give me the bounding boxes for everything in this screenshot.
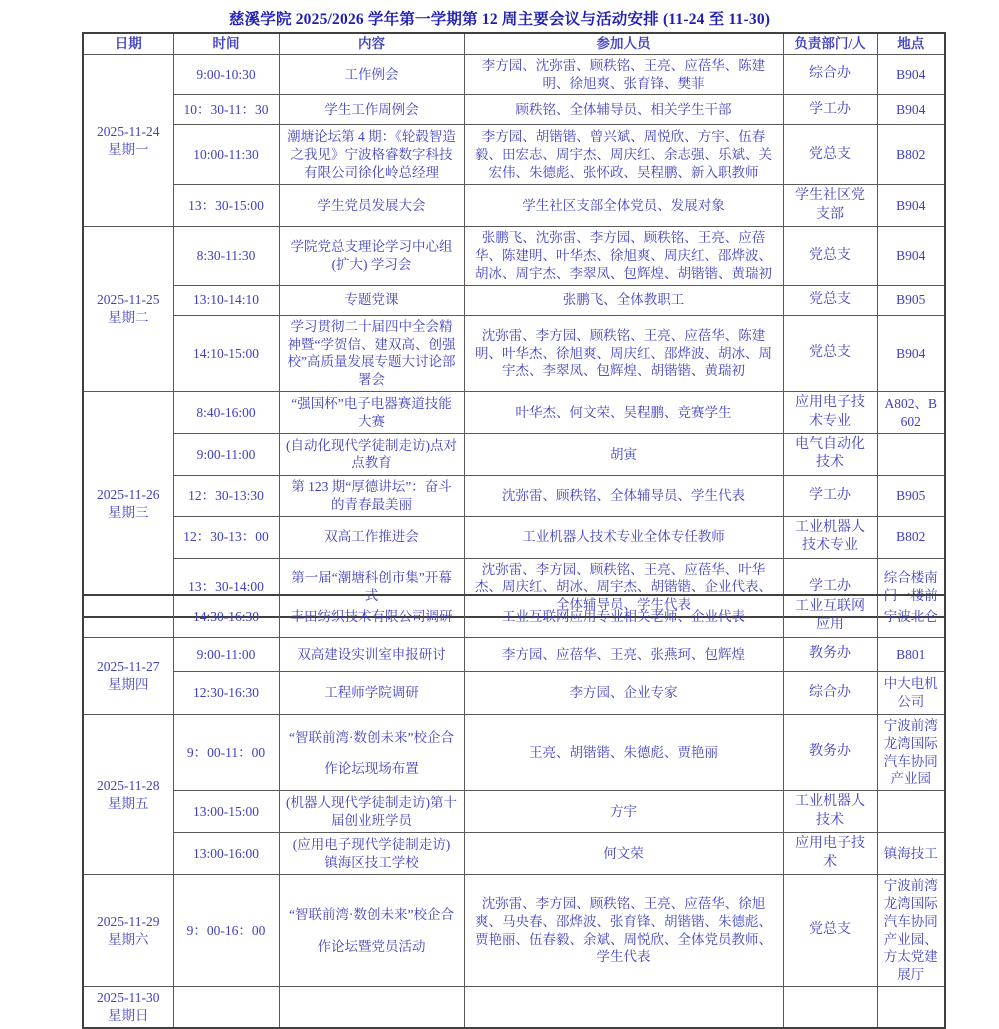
table-row xyxy=(83,434,945,476)
location-cell: B905 xyxy=(877,285,945,315)
department-cell: 电气自动化技术 xyxy=(783,434,877,476)
location-cell: 宁波前湾龙湾国际汽车协同产业园、方太党建展厅 xyxy=(877,875,945,987)
date-text: 2025-11-27 xyxy=(97,659,160,675)
content-cell: 工程师学院调研 xyxy=(279,671,464,714)
table-row xyxy=(83,315,945,391)
content-cell: 工作例会 xyxy=(279,54,464,95)
location-cell: B802 xyxy=(877,125,945,185)
participants-cell: 王亮、胡锴锴、朱德彪、贾艳丽 xyxy=(464,714,783,790)
department-cell xyxy=(783,986,877,1027)
table-row xyxy=(83,516,945,558)
department-cell: 党总支 xyxy=(783,125,877,185)
location-cell: B801 xyxy=(877,637,945,671)
date-cell xyxy=(83,392,173,617)
participants-cell: 张鹏飞、全体教职工 xyxy=(464,285,783,315)
weekday-text: 星期二 xyxy=(108,310,149,326)
weekday-text: 星期日 xyxy=(108,1007,149,1023)
location-cell: B904 xyxy=(877,227,945,285)
participants-cell: 沈弥雷、李方园、顾秩铭、王亮、应蓓华、叶华杰、周庆红、胡冰、周宇杰、胡锴锴、企业代表、全体辅导员、学生代表 xyxy=(464,558,783,617)
location-cell: B904 xyxy=(877,315,945,391)
date-text: 2025-11-26 xyxy=(97,487,160,503)
table-row xyxy=(83,986,945,1027)
time-cell: 9：00-11：00 xyxy=(173,714,279,790)
date-cell xyxy=(83,714,173,874)
content-cell: (应用电子现代学徒制走访) 镇海区技工学校 xyxy=(279,833,464,875)
department-cell: 工业互联网应用 xyxy=(783,595,877,637)
department-cell: 学工办 xyxy=(783,475,877,516)
department-cell: 学工办 xyxy=(783,95,877,125)
weekday-text: 星期五 xyxy=(108,795,149,811)
date-text: 2025-11-30 xyxy=(97,989,160,1005)
time-cell xyxy=(173,986,279,1027)
participants-cell: 沈弥雷、李方园、顾秩铭、王亮、应蓓华、徐旭爽、马央春、邵烨波、张育锋、胡锴锴、朱德彪、贾艳丽、伍春毅、余斌、周悦欣、全体党员教师、学生代表 xyxy=(464,875,783,987)
content-cell: 潮塘论坛第 4 期：《轮毂智造之我见》宁波格睿数字科技有限公司徐化岭总经理 xyxy=(279,125,464,185)
table-row xyxy=(83,791,945,833)
weekday-text: 星期一 xyxy=(108,141,149,157)
participants-cell: 方宇 xyxy=(464,791,783,833)
department-cell: 综合办 xyxy=(783,54,877,95)
table-row xyxy=(83,227,945,285)
weekday-text: 星期三 xyxy=(108,505,149,520)
participants-cell: 沈弥雷、顾秩铭、全体辅导员、学生代表 xyxy=(464,475,783,516)
time-cell: 12：30-13：00 xyxy=(173,516,279,558)
location-cell xyxy=(877,434,945,476)
location-cell: 宁波前湾龙湾国际汽车协同产业园 xyxy=(877,714,945,790)
content-cell: 学生党员发展大会 xyxy=(279,185,464,227)
table-row xyxy=(83,637,945,671)
time-cell: 13：30-15:00 xyxy=(173,185,279,227)
table-row xyxy=(83,185,945,227)
weekday-text: 星期六 xyxy=(108,931,149,947)
participants-cell: 何文荣 xyxy=(464,833,783,875)
content-cell: 丰田纺织技术有限公司调研 xyxy=(279,595,464,637)
location-cell: 中大电机公司 xyxy=(877,671,945,714)
participants-cell: 胡寅 xyxy=(464,434,783,476)
location-cell: B905 xyxy=(877,475,945,516)
location-cell: 综合楼南门一楼前 xyxy=(877,558,945,617)
department-cell: 应用电子技术专业 xyxy=(783,392,877,434)
table-row xyxy=(83,875,945,987)
column-header-3: 参加人员 xyxy=(464,33,783,54)
participants-cell: 学生社区支部全体党员、发展对象 xyxy=(464,185,783,227)
participants-cell: 李方园、应蓓华、王亮、张燕珂、包辉煌 xyxy=(464,637,783,671)
department-cell: 学工办 xyxy=(783,558,877,617)
time-cell: 10:00-11:30 xyxy=(173,125,279,185)
content-cell: “强国杯”电子电器赛道技能大赛 xyxy=(279,392,464,434)
department-cell: 应用电子技术 xyxy=(783,833,877,875)
date-cell xyxy=(83,54,173,227)
column-header-0: 日期 xyxy=(83,33,173,54)
participants-cell: 李方园、沈弥雷、顾秩铭、王亮、应蓓华、陈建明、徐旭爽、张育锋、樊菲 xyxy=(464,54,783,95)
table-row xyxy=(83,671,945,714)
content-cell: 双高工作推进会 xyxy=(279,516,464,558)
participants-cell: 李方园、企业专家 xyxy=(464,671,783,714)
column-header-5: 地点 xyxy=(877,33,945,54)
location-cell xyxy=(877,791,945,833)
table-row xyxy=(83,475,945,516)
department-cell: 教务办 xyxy=(783,714,877,790)
participants-cell: 顾秩铭、全体辅导员、相关学生干部 xyxy=(464,95,783,125)
column-header-1: 时间 xyxy=(173,33,279,54)
table-row xyxy=(83,714,945,790)
location-cell: B904 xyxy=(877,185,945,227)
time-cell: 12:30-16:30 xyxy=(173,671,279,714)
location-cell xyxy=(877,986,945,1027)
participants-cell: 工业机器人技术专业全体专任教师 xyxy=(464,516,783,558)
time-cell: 14:30-16:30 xyxy=(173,595,279,637)
content-cell: 第 123 期“厚德讲坛”：奋斗的青春最美丽 xyxy=(279,475,464,516)
department-cell: 综合办 xyxy=(783,671,877,714)
participants-cell: 张鹏飞、沈弥雷、李方园、顾秩铭、王亮、应蓓华、陈建明、叶华杰、徐旭爽、周庆红、邵烨波、胡冰、周宇杰、李翠凤、包辉煌、胡锴锴、黄瑞初 xyxy=(464,227,783,285)
time-cell: 13:00-16:00 xyxy=(173,833,279,875)
department-cell: 党总支 xyxy=(783,875,877,987)
content-cell: (机器人现代学徒制走访)第十届创业班学员 xyxy=(279,791,464,833)
content-cell: (自动化现代学徒制走访)点对点教育 xyxy=(279,434,464,476)
department-cell: 党总支 xyxy=(783,227,877,285)
date-text: 2025-11-24 xyxy=(97,123,160,139)
schedule-table-upper-wrap xyxy=(82,32,944,618)
table-row xyxy=(83,54,945,95)
time-cell: 9:00-10:30 xyxy=(173,54,279,95)
table-row xyxy=(83,595,945,637)
time-cell: 13：30-14:00 xyxy=(173,558,279,617)
location-cell: B802 xyxy=(877,516,945,558)
participants-cell: 沈弥雷、李方园、顾秩铭、王亮、应蓓华、陈建明、叶华杰、徐旭爽、周庆红、邵烨波、胡冰、周宇杰、李翠凤、包辉煌、胡锴锴、黄瑞初 xyxy=(464,315,783,391)
schedule-table-lower-wrap xyxy=(82,594,944,1029)
date-cell xyxy=(83,595,173,637)
content-cell: 学习贯彻二十届四中全会精神暨“学贺信、建双高、创强校”高质量发展专题大讨论部署会 xyxy=(279,315,464,391)
location-cell: 宁波北仑 xyxy=(877,595,945,637)
content-cell: “智联前湾·数创未来”校企合作论坛暨党员活动 xyxy=(279,875,464,987)
time-cell: 8:30-11:30 xyxy=(173,227,279,285)
participants-cell: 工业互联网应用专业相关老师、企业代表 xyxy=(464,595,783,637)
content-cell xyxy=(279,986,464,1027)
department-cell: 工业机器人技术专业 xyxy=(783,516,877,558)
location-cell: 镇海技工 xyxy=(877,833,945,875)
table-row xyxy=(83,392,945,434)
department-cell: 党总支 xyxy=(783,285,877,315)
date-text: 2025-11-28 xyxy=(97,777,160,793)
participants-cell xyxy=(464,986,783,1027)
weekday-text: 星期四 xyxy=(108,676,149,692)
content-cell: 第一届“潮塘科创市集”开幕式 xyxy=(279,558,464,617)
page-title: 慈溪学院 2025/2026 学年第一学期第 12 周主要会议与活动安排 (11-24 至 11-30) xyxy=(228,11,771,28)
content-cell: 专题党课 xyxy=(279,285,464,315)
department-cell: 工业机器人技术 xyxy=(783,791,877,833)
content-cell: 学生工作周例会 xyxy=(279,95,464,125)
header-row xyxy=(83,33,945,54)
time-cell: 10：30-11：30 xyxy=(173,95,279,125)
date-cell xyxy=(83,875,173,987)
department-cell: 学生社区党支部 xyxy=(783,185,877,227)
date-cell xyxy=(83,637,173,714)
table-row xyxy=(83,125,945,185)
date-text: 2025-11-29 xyxy=(97,913,160,929)
time-cell: 12：30-13:30 xyxy=(173,475,279,516)
date-cell xyxy=(83,227,173,392)
date-text: 2025-11-25 xyxy=(97,292,160,308)
column-header-2: 内容 xyxy=(279,33,464,54)
table-row xyxy=(83,833,945,875)
time-cell: 8:40-16:00 xyxy=(173,392,279,434)
location-cell: B904 xyxy=(877,95,945,125)
date-cell xyxy=(83,986,173,1027)
time-cell: 13:10-14:10 xyxy=(173,285,279,315)
participants-cell: 李方园、胡锴锴、曾兴斌、周悦欣、方宇、伍春毅、田宏志、周宇杰、周庆红、余志强、乐斌、关宏伟、朱德彪、张怀政、吴程鹏、新入职教师 xyxy=(464,125,783,185)
time-cell: 14:10-15:00 xyxy=(173,315,279,391)
table-row xyxy=(83,95,945,125)
time-cell: 9：00-16：00 xyxy=(173,875,279,987)
department-cell: 党总支 xyxy=(783,315,877,391)
content-cell: 学院党总支理论学习中心组(扩大) 学习会 xyxy=(279,227,464,285)
content-cell: 双高建设实训室申报研讨 xyxy=(279,637,464,671)
time-cell: 9:00-11:00 xyxy=(173,637,279,671)
department-cell: 教务办 xyxy=(783,637,877,671)
participants-cell: 叶华杰、何文荣、吴程鹏、竞赛学生 xyxy=(464,392,783,434)
column-header-4: 负责部门/人 xyxy=(783,33,877,54)
content-cell: “智联前湾·数创未来”校企合作论坛现场布置 xyxy=(279,714,464,790)
time-cell: 9:00-11:00 xyxy=(173,434,279,476)
time-cell: 13:00-15:00 xyxy=(173,791,279,833)
table-row xyxy=(83,285,945,315)
schedule-table-upper xyxy=(82,32,946,618)
location-cell: B904 xyxy=(877,54,945,95)
schedule-table-lower xyxy=(82,594,946,1029)
location-cell: A802、B602 xyxy=(877,392,945,434)
